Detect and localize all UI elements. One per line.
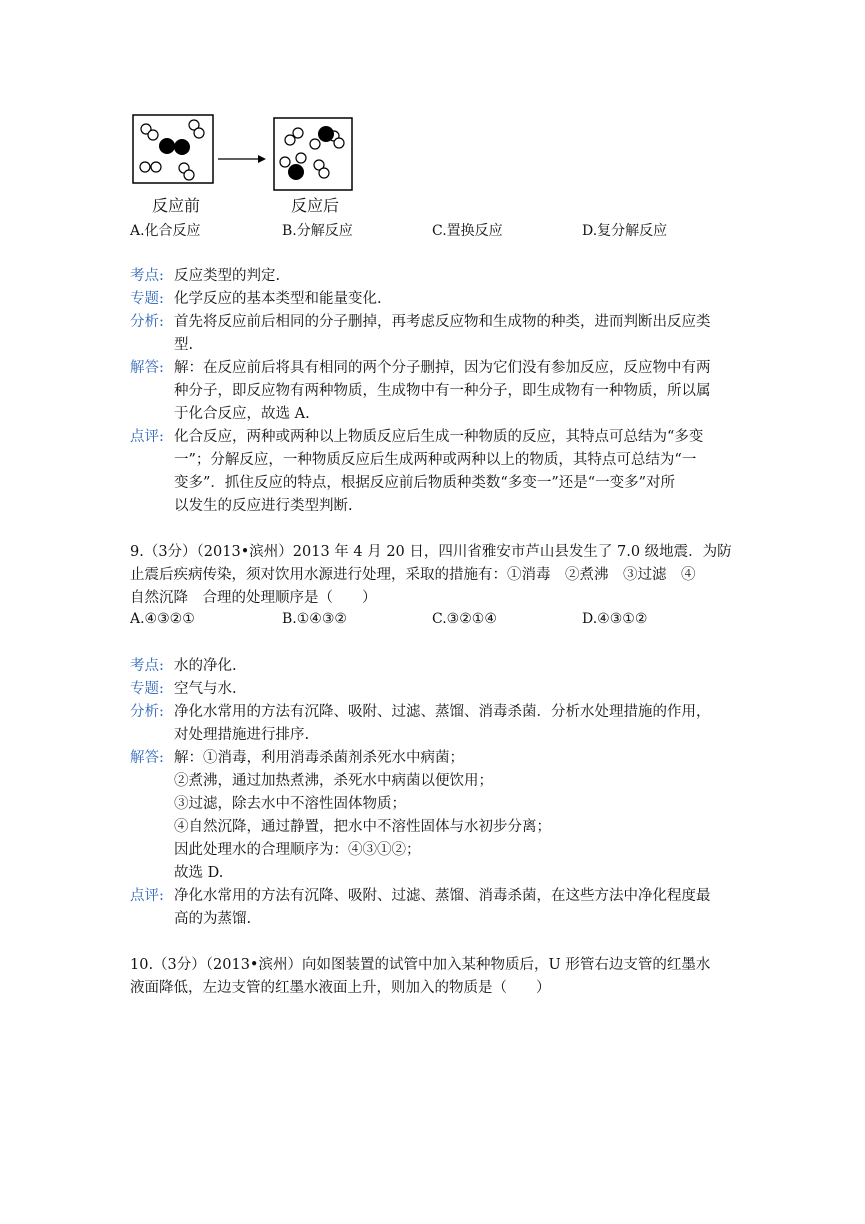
caption-before: 反应前: [152, 196, 201, 215]
q8-dianping-line: 一”；分解反应，一种物质反应后生成两种或两种以上的物质，其特点可总结为“一: [174, 452, 697, 468]
q8-kaodian-label: 考点:: [130, 268, 164, 284]
q8-option-b: B.分解反应: [282, 223, 353, 239]
q9-option-b: B.①④③②: [282, 611, 347, 627]
q8-dianping-label: 点评:: [130, 429, 164, 445]
arrow-head: [258, 155, 266, 163]
caption-after: 反应后: [291, 196, 340, 215]
q8-dianping-line: 以发生的反应进行类型判断.: [174, 498, 353, 514]
after-box: [274, 118, 352, 190]
q8-dianping-line: 化合反应，两种或两种以上物质反应后生成一种物质的反应，其特点可总结为“多变: [174, 429, 704, 445]
q9-fenxi-line: 对处理措施进行排序.: [174, 727, 310, 743]
q8-zhuanti-label: 专题:: [130, 291, 164, 307]
q9-stem-line: 9.（3分）（2013•滨州）2013 年 4 月 20 日，四川省雅安市芦山县发生了 7.0 级地震．为防: [130, 544, 732, 560]
q8-option-a: A.化合反应: [130, 223, 201, 239]
q8-jieda-label: 解答:: [130, 360, 164, 376]
q9-kaodian-label: 考点:: [130, 658, 164, 674]
q9-zhuanti: 空气与水.: [174, 681, 237, 697]
q8-jieda-line: 解：在反应前后将具有相同的两个分子删掉，因为它们没有参加反应，反应物中有两: [174, 360, 711, 376]
q9-dianping-line: 净化水常用的方法有沉降、吸附、过滤、蒸馏、消毒杀菌，在这些方法中净化程度最: [174, 888, 711, 904]
q8-fenxi-line: 首先将反应前后相同的分子删掉，再考虑反应物和生成物的种类，进而判断出反应类: [174, 314, 711, 330]
q9-option-d: D.④③①②: [582, 611, 648, 627]
q8-fenxi-line: 型.: [174, 337, 194, 353]
q9-jieda-label: 解答:: [130, 750, 164, 766]
q9-jieda-line: ②煮沸，通过加热煮沸，杀死水中病菌以便饮用；: [174, 773, 493, 789]
q8-kaodian: 反应类型的判定.: [174, 268, 281, 284]
q9-kaodian: 水的净化.: [174, 658, 237, 674]
q8-jieda-line: 种分子，即反应物有两种物质，生成物中有一种分子，即生成物有一种物质，所以属: [174, 383, 711, 399]
q9-fenxi-label: 分析:: [130, 704, 164, 720]
q9-fenxi-line: 净化水常用的方法有沉降、吸附、过滤、蒸馏、消毒杀菌．分析水处理措施的作用，: [174, 704, 711, 720]
q8-dianping-line: 变多”．抓住反应的特点，根据反应前后物质种类数“多变一”还是“一变多”对所: [174, 475, 676, 491]
q9-dianping-label: 点评:: [130, 888, 164, 904]
q9-stem-line: 自然沉降 合理的处理顺序是（ ）: [130, 590, 377, 606]
q9-jieda-line: ③过滤，除去水中不溶性固体物质；: [174, 796, 406, 812]
q8-option-c: C.置换反应: [432, 223, 503, 239]
q8-zhuanti: 化学反应的基本类型和能量变化.: [174, 291, 382, 307]
q10-stem-line: 液面降低，左边支管的红墨水液面上升，则加入的物质是（ ）: [130, 980, 551, 996]
q9-option-a: A.④③②①: [130, 611, 195, 627]
q10-stem-line: 10.（3分）（2013•滨州）向如图装置的试管中加入某种物质后，U 形管右边支管的红墨水: [130, 957, 711, 973]
q8-fenxi-label: 分析:: [130, 314, 164, 330]
q9-jieda-line: 解：①消毒，利用消毒杀菌剂杀死水中病菌；: [174, 750, 464, 766]
q9-option-c: C.③②①④: [432, 611, 497, 627]
q9-jieda-line: 因此处理水的合理顺序为：④③①②；: [174, 842, 421, 858]
q8-jieda-line: 于化合反应，故选 A.: [174, 406, 310, 422]
q9-jieda-line: ④自然沉降，通过静置，把水中不溶性固体与水初步分离；: [174, 819, 551, 835]
q9-zhuanti-label: 专题:: [130, 681, 164, 697]
q9-stem-line: 止震后疾病传染，须对饮用水源进行处理，采取的措施有：①消毒 ②煮沸 ③过滤 ④: [130, 567, 696, 583]
q8-option-d: D.复分解反应: [582, 223, 668, 239]
q9-jieda-line: 故选 D.: [174, 865, 224, 881]
q9-dianping-line: 高的为蒸馏.: [174, 911, 252, 927]
